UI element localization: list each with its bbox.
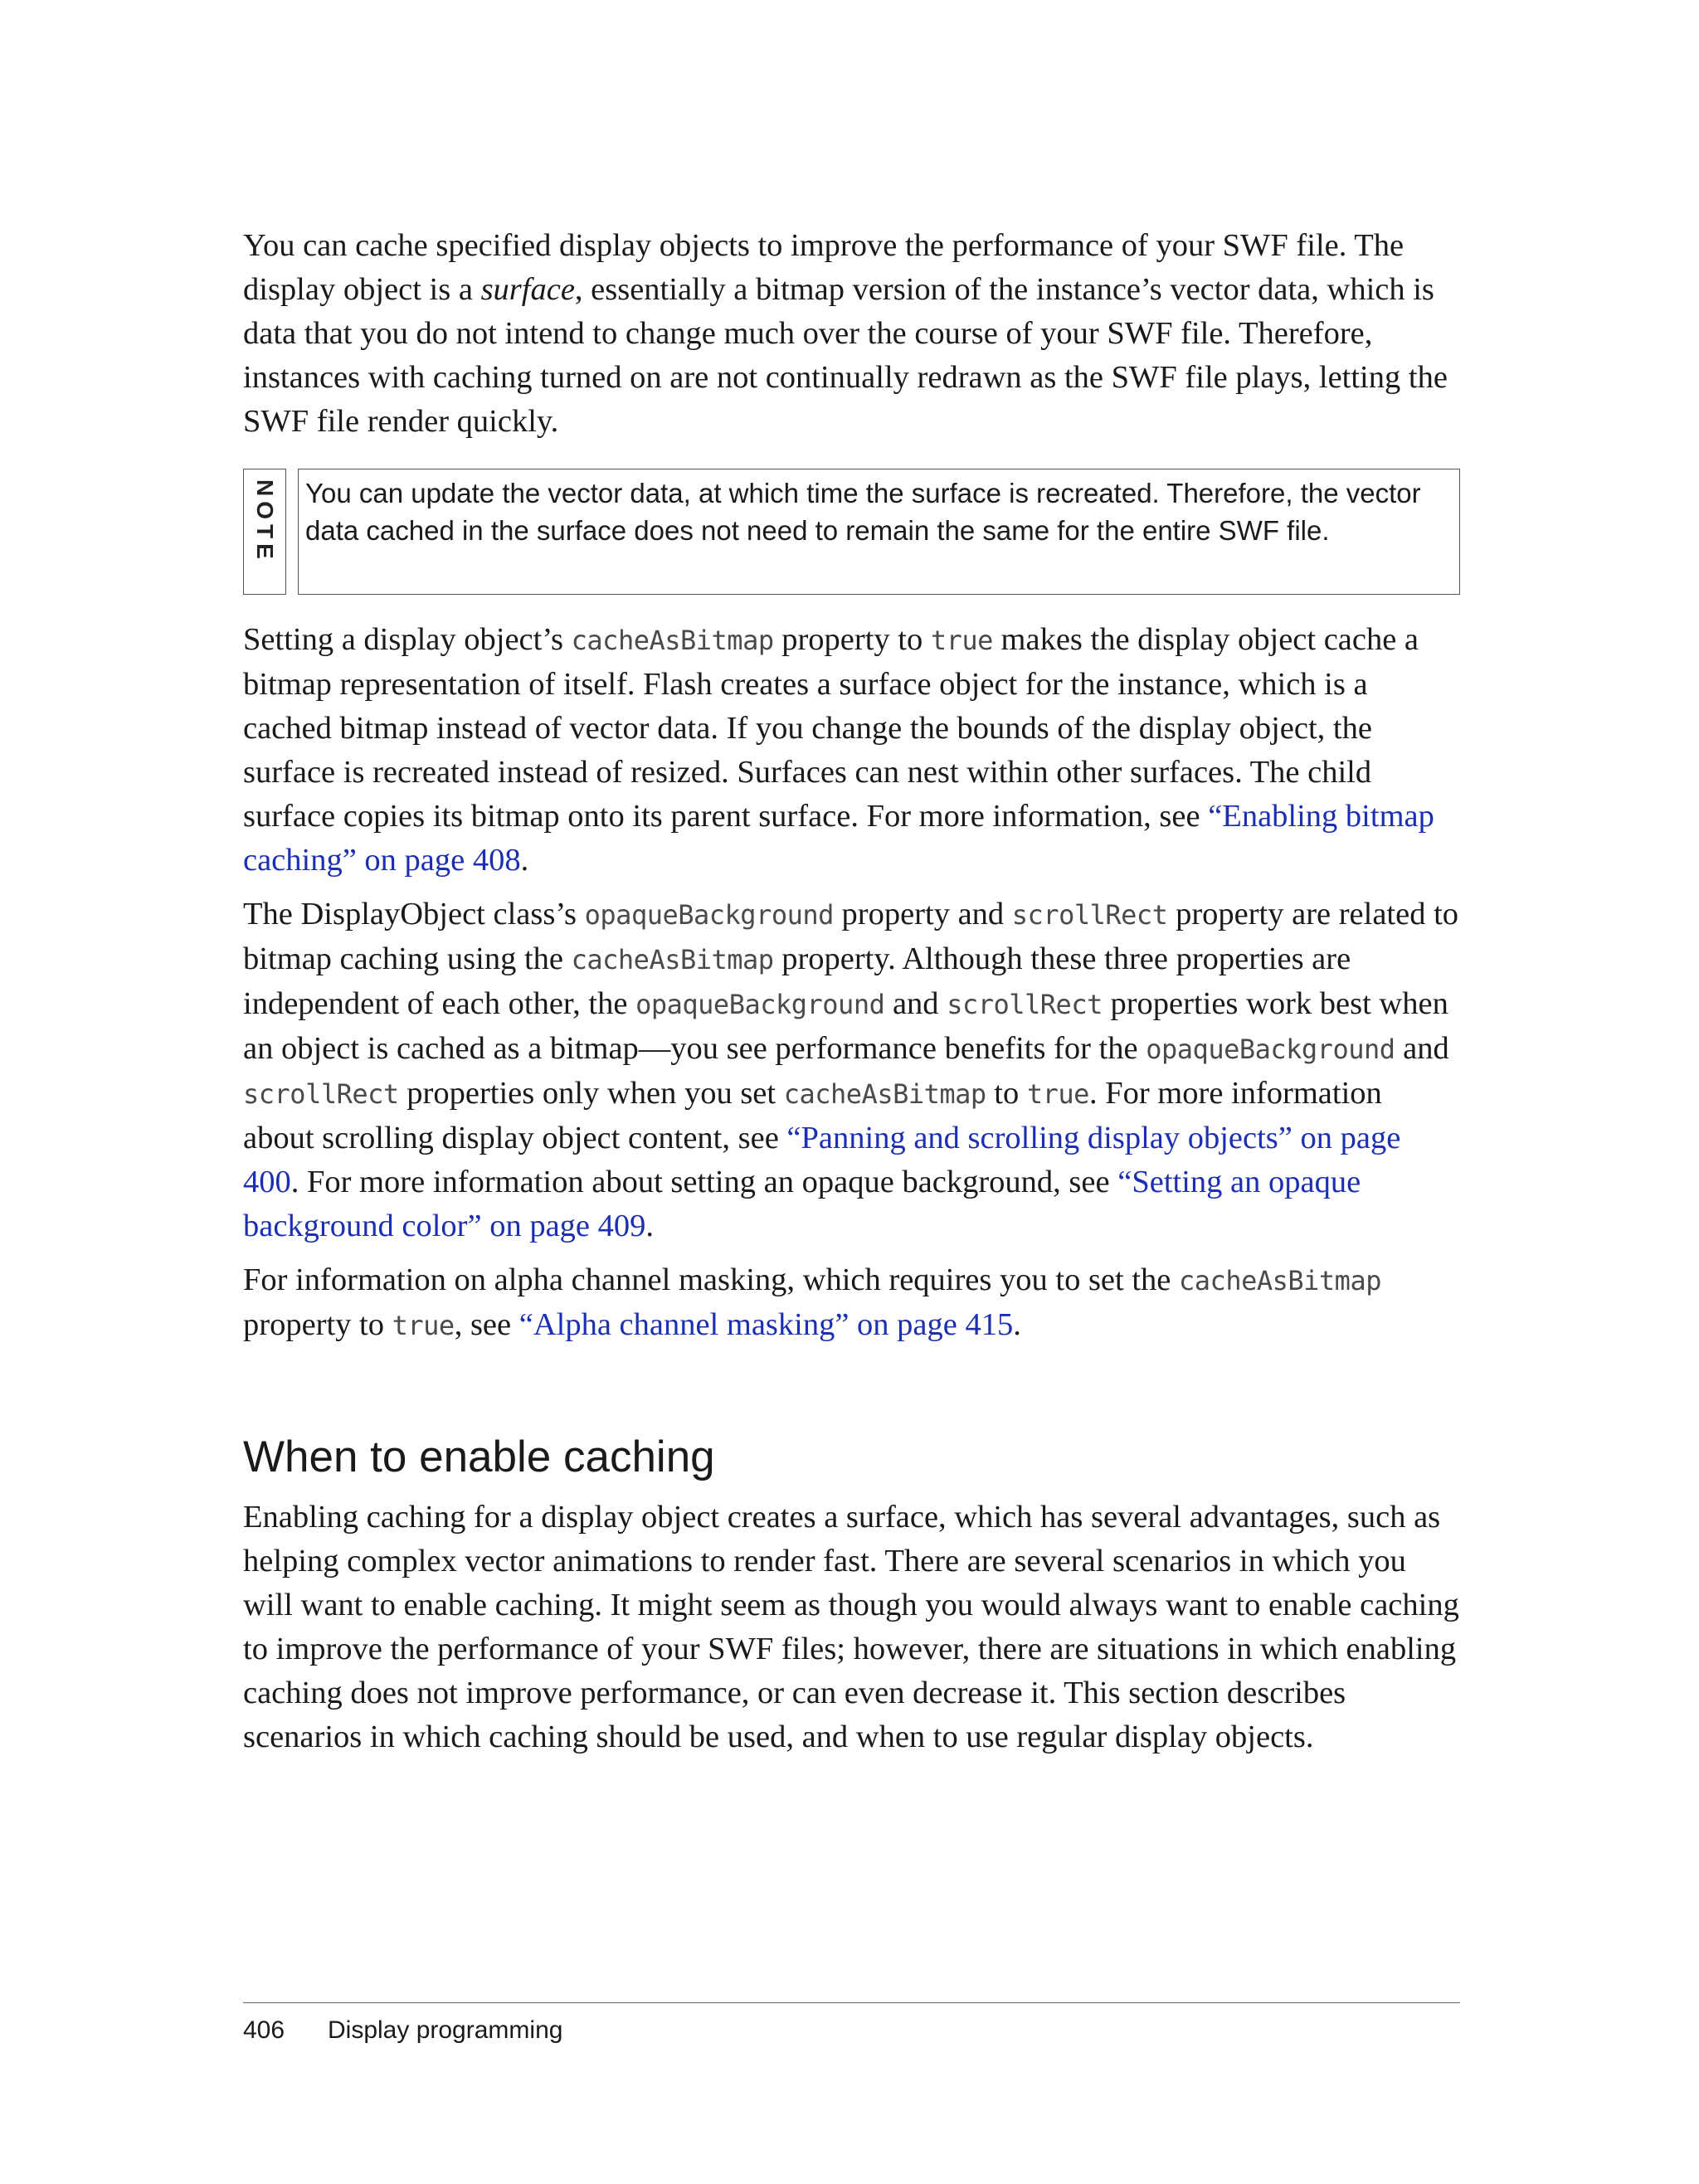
- code-scrollrect: scrollRect: [947, 989, 1103, 1020]
- page-content: [243, 224, 1460, 1759]
- code-cacheasbitmap: cacheAsBitmap: [571, 944, 774, 975]
- text-run: property are related to bitmap caching using the: [243, 897, 1459, 976]
- section-heading: When to enable caching: [243, 1432, 715, 1481]
- intro-paragraph: [243, 224, 1460, 444]
- chapter-title: Display programming: [328, 2016, 563, 2044]
- intro-text-2: , essentially a bitmap version of the instance’s vector data, which is data that you do not intend to change much over the course of your SWF file. Therefore, instances with caching turned on are not continually redrawn as the SWF file plays, letting the SWF file render quickly.: [243, 272, 1448, 439]
- text-run: and: [884, 986, 947, 1021]
- note-label-box: [243, 469, 286, 595]
- text-run: The DisplayObject class’s: [243, 897, 585, 931]
- code-opaquebackground: opaqueBackground: [635, 989, 885, 1020]
- link-opaque-background-color[interactable]: “Setting an opaque background color” on page 409: [243, 1165, 1361, 1243]
- note-callout: [243, 469, 1460, 595]
- code-scrollrect: scrollRect: [1011, 899, 1168, 931]
- text-run: and: [1395, 1031, 1449, 1066]
- link-alpha-channel-masking[interactable]: “Alpha channel masking” on page 415: [518, 1307, 1014, 1342]
- page-number: 406: [243, 2016, 285, 2044]
- code-true: true: [1026, 1078, 1089, 1110]
- code-cacheasbitmap: cacheAsBitmap: [1179, 1265, 1381, 1296]
- text-run: For information on alpha channel masking, which requires you to set the: [243, 1262, 1180, 1297]
- link-enabling-bitmap-caching[interactable]: “Enabling bitmap caching” on page 408: [243, 799, 1434, 878]
- text-run: .: [645, 1209, 654, 1243]
- code-opaquebackground: opaqueBackground: [1146, 1034, 1395, 1065]
- text-run: . For more information about scrolling display object content, see: [243, 1076, 1382, 1155]
- text-run: properties work best when an object is cached as a bitmap—you see performance benefits for the: [243, 986, 1448, 1066]
- text-run: Setting a display object’s: [243, 622, 572, 657]
- cacheasbitmap-paragraph: [243, 618, 1460, 883]
- text-run: , see: [454, 1307, 519, 1342]
- page-footer: [243, 2002, 1460, 2045]
- intro-text-1: You can cache specified display objects to improve the performance of your SWF file. The display object is a: [243, 228, 1404, 307]
- code-cacheasbitmap: cacheAsBitmap: [571, 625, 774, 656]
- text-run: to: [986, 1076, 1027, 1111]
- code-cacheasbitmap: cacheAsBitmap: [783, 1078, 986, 1110]
- code-opaquebackground: opaqueBackground: [584, 899, 834, 931]
- alpha-masking-paragraph: [243, 1258, 1460, 1348]
- text-run: properties only when you set: [398, 1076, 784, 1111]
- text-run: property to: [773, 622, 931, 657]
- text-run: makes the display object cache a bitmap representation of itself. Flash creates a surface object for the instance, which is a cached bitmap instead of vector data. If you change the bounds of the display object, the surface is recreated instead of resized. Surfaces can nest within other surfaces. The child surface copies its bitmap onto its parent surface. For more information, see: [243, 622, 1419, 834]
- text-run: property. Although these three properties are independent of each other, the: [243, 941, 1351, 1021]
- text-run: property and: [833, 897, 1012, 931]
- opaque-scrollrect-paragraph: [243, 893, 1460, 1248]
- text-run: .: [520, 843, 529, 878]
- text-run: property to: [243, 1307, 392, 1342]
- surface-term: surface: [480, 272, 575, 307]
- note-label: NOTE: [252, 479, 278, 564]
- code-true: true: [930, 625, 993, 656]
- text-run: .: [1013, 1307, 1021, 1342]
- code-true: true: [392, 1310, 455, 1341]
- code-scrollrect: scrollRect: [243, 1078, 399, 1110]
- note-text: You can update the vector data, at which time the surface is recreated. Therefore, the vector data cached in the surface does not need to remain the same for the entire SWF file.: [298, 469, 1460, 595]
- link-panning-scrolling[interactable]: “Panning and scrolling display objects” on page 400: [243, 1121, 1401, 1199]
- text-run: . For more information about setting an opaque background, see: [290, 1165, 1118, 1199]
- section-paragraph: Enabling caching for a display object creates a surface, which has several advantages, such as helping complex vector animations to render fast. There are several scenarios in which you will want to enable caching. It might seem as though you would always want to enable caching to improve the performance of your SWF files; however, there are situations in which enabling caching does not improve performance, or can even decrease it. This section describes scenarios in which caching should be used, and when to use regular display objects.: [243, 1500, 1459, 1754]
